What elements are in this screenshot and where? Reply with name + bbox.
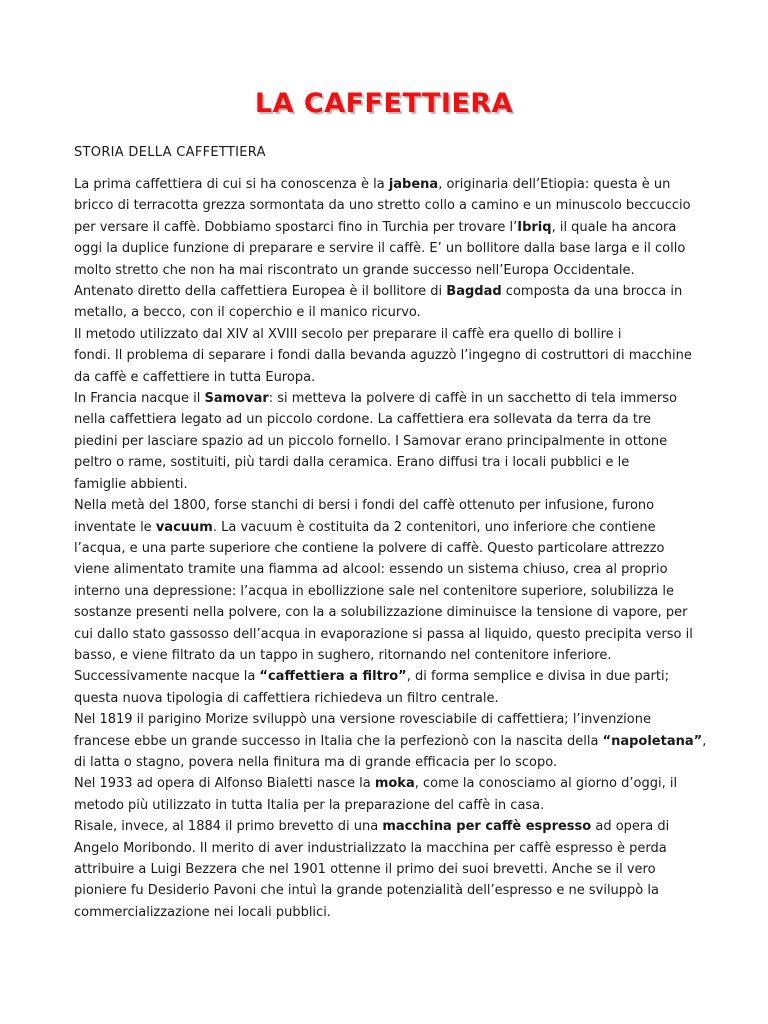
text-run: fondi. Il problema di separare i fondi dalla bevanda aguzzò l’ingegno di costruttori di macchine <box>74 348 692 364</box>
text-line <box>74 773 704 794</box>
text-line <box>74 666 704 687</box>
text-line <box>74 517 704 538</box>
bold-term: Ibriq <box>517 219 552 235</box>
text-run: Angelo Moribondo. Il merito di aver industrializzato la macchina per caffè espresso è perda <box>74 840 667 856</box>
text-line <box>74 238 704 259</box>
text-run: Nel 1933 ad opera di Alfonso Bialetti nasce la <box>74 776 375 792</box>
text-run: piedini per lasciare spazio ad un piccolo fornello. I Samovar erano principalmente in ottone <box>74 433 668 449</box>
text-line <box>74 838 704 859</box>
text-line <box>74 367 704 388</box>
text-line <box>74 645 704 666</box>
text-line <box>74 581 704 602</box>
text-run: , il quale ha ancora <box>551 219 677 235</box>
text-run: di latta o stagno, povera nella finitura ma di grande efficacia per lo scopo. <box>74 754 558 770</box>
document-title: LA CAFFETTIERA <box>254 88 514 119</box>
text-line <box>74 880 704 901</box>
text-run: metallo, a becco, con il coperchio e il manico ricurvo. <box>74 305 421 321</box>
text-line <box>74 409 704 430</box>
text-line <box>74 281 704 302</box>
bold-term: “caffettiera a filtro” <box>259 669 407 685</box>
text-line <box>74 752 704 773</box>
text-line <box>74 302 704 323</box>
text-run: attribuire a Luigi Bezzera che nel 1901 ottenne il primo dei suoi brevetti. Anche se il vero <box>74 862 656 877</box>
text-run: Nel 1819 il parigino Morize sviluppò una versione rovesciabile di caffettiera; l’invenzione <box>74 712 651 728</box>
text-run: viene alimentato tramite una fiamma ad alcool: essendo un sistema chiuso, crea al proprio <box>74 562 668 578</box>
text-run: da caffè e caffettiere in tutta Europa. <box>74 369 316 385</box>
text-run: , <box>702 733 707 749</box>
text-line <box>74 624 704 645</box>
text-line <box>74 731 707 752</box>
text-run: Il metodo utilizzato dal XIV al XVIII secolo per preparare il caffè era quello di bollire i <box>74 326 622 342</box>
text-run: sostanze presenti nella polvere, con la a solubilizzazione diminuisce la tensione di vapore, per <box>74 605 688 621</box>
text-line <box>74 260 704 281</box>
text-run: composta da una brocca in <box>501 284 683 300</box>
bold-term: moka <box>374 776 415 792</box>
text-run: molto stretto che non ha mai riscontrato un grande successo nell’Europa Occidentale. <box>74 262 635 278</box>
text-run: oggi la duplice funzione di preparare e servire il caffè. E’ un bollitore dalla base larga e il collo <box>74 241 686 257</box>
bold-term: Samovar <box>204 391 269 407</box>
text-line <box>74 195 704 216</box>
text-line <box>74 795 704 816</box>
text-line <box>74 538 704 559</box>
text-run: In Francia nacque il <box>74 391 205 407</box>
text-run: pioniere fu Desiderio Pavoni che intuì la grande potenzialità dell’espresso e ne sviluppò la <box>74 883 659 899</box>
text-run: questa nuova tipologia di caffettiera richiedeva un filtro centrale. <box>74 690 499 706</box>
text-run: ad opera di <box>591 819 670 835</box>
text-line <box>74 816 704 837</box>
text-line <box>74 431 704 452</box>
text-line <box>74 324 704 345</box>
text-run: basso, e viene filtrato da un tappo in sughero, ritornando nel contenitore inferiore. <box>74 647 612 663</box>
text-run: . La vacuum è costituita da 2 contenitori, uno inferiore che contiene <box>212 519 656 535</box>
text-run: Successivamente nacque la <box>74 669 260 685</box>
text-line <box>74 345 704 366</box>
bold-term: vacuum <box>155 519 213 535</box>
text-run: inventate le <box>74 519 156 535</box>
bold-term: “napoletana” <box>602 733 703 749</box>
text-line <box>74 709 704 730</box>
text-run: La prima caffettiera di cui si ha conoscenza è la <box>74 177 389 192</box>
text-run: , come la conosciamo al giorno d’oggi, il <box>414 776 678 792</box>
text-run: Antenato diretto della caffettiera Europea è il bollitore di <box>74 284 447 300</box>
text-line <box>74 859 704 880</box>
text-run: bricco di terracotta grezza sormontata da uno stretto collo a camino e un minuscolo beccuccio <box>74 198 691 214</box>
text-run: cui dallo stato gassosso dell’acqua in evaporazione si passa al liquido, questo precipita verso il <box>74 626 693 642</box>
bold-term: macchina per caffè espresso <box>382 819 592 835</box>
text-run: Risale, invece, al 1884 il primo brevetto di una <box>74 819 383 835</box>
text-run: peltro o rame, sostituiti, più tardi dalla ceramica. Erano diffusi tra i locali pubblici e le <box>74 455 630 471</box>
text-line <box>74 474 704 495</box>
text-line <box>74 602 704 623</box>
text-run: per versare il caffè. Dobbiamo spostarci fino in Turchia per trovare l’ <box>74 219 518 235</box>
text-line <box>74 902 704 923</box>
text-run: , di forma semplice e divisa in due parti; <box>406 669 669 685</box>
text-run: : si metteva la polvere di caffè in un sacchetto di tela immerso <box>268 391 678 407</box>
text-line <box>74 688 704 709</box>
text-run: l’acqua, e una parte superiore che contiene la polvere di caffè. Questo particolare attrezzo <box>74 540 665 556</box>
text-line <box>74 174 704 195</box>
text-run: interno una depressione: l’acqua in ebollizzione sale nel contenitore superiore, solubilizza le <box>74 583 674 599</box>
bold-term: jabena <box>388 177 439 192</box>
bold-term: Bagdad <box>446 284 502 300</box>
body-text <box>74 174 707 923</box>
text-run: , originaria dell’Etiopia: questa è un <box>438 177 671 192</box>
text-line <box>74 452 704 473</box>
section-heading: STORIA DELLA CAFFETTIERA <box>74 145 266 160</box>
text-line <box>74 495 704 516</box>
text-run: famiglie abbienti. <box>74 476 188 492</box>
text-line <box>74 388 704 409</box>
text-run: nella caffettiera legato ad un piccolo cordone. La caffettiera era sollevata da terra da tre <box>74 412 651 428</box>
text-run: francese ebbe un grande successo in Italia che la perfezionò con la nascita della <box>74 733 603 749</box>
text-run: Nella metà del 1800, forse stanchi di bersi i fondi del caffè ottenuto per infusione, furono <box>74 498 655 514</box>
text-line <box>74 559 704 580</box>
text-run: metodo più utilizzato in tutta Italia per la preparazione del caffè in casa. <box>74 797 545 813</box>
text-run: commercializzazione nei locali pubblici. <box>74 904 331 920</box>
text-line <box>74 217 704 238</box>
